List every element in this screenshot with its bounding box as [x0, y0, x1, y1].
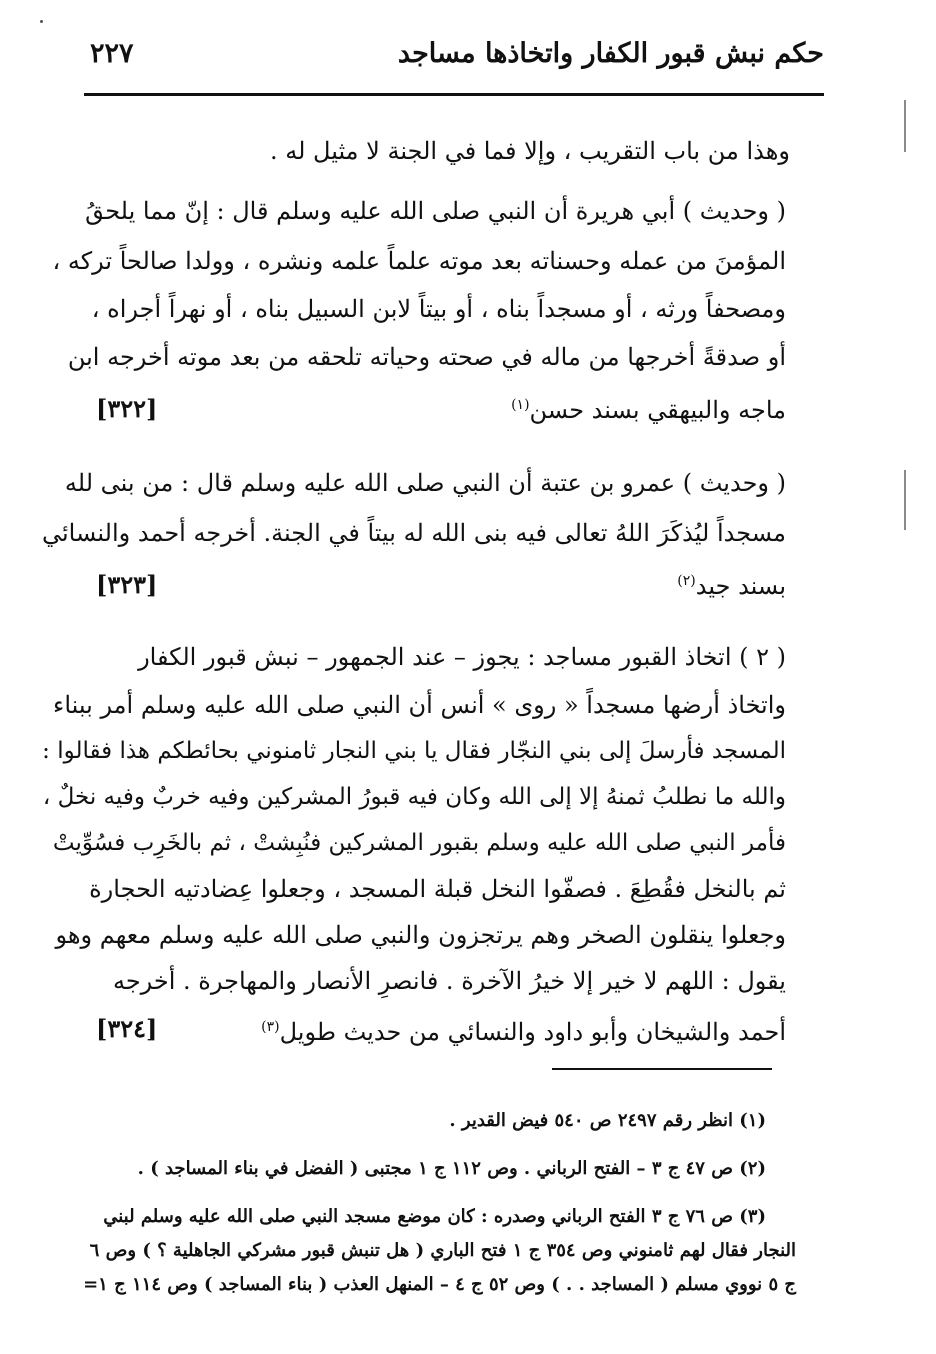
- text-line: وجعلوا ينقلون الصخر وهم يرتجزون والنبي صلى الله عليه وسلم معهم وهو: [55, 921, 786, 949]
- text-line: [677, 566, 786, 601]
- footnote-continuation: ج ٥ نووي مسلم ( المساجد . . ) وص ٥٢ ج ٤ – المنهل العذب ( بناء المساجد ) وص ١١٤ ج ١=: [83, 1274, 796, 1295]
- hadith-number: [٣٢٤]: [96, 1014, 158, 1043]
- text-line: فأمر النبي صلى الله عليه وسلم بقبور المشركين فنُبِشتْ ، ثم بالخَرِب فسُوِّيتْ: [52, 830, 786, 856]
- page-number: ٢٢٧: [90, 38, 134, 69]
- text-line: مسجداً ليُذكَرَ اللهُ تعالى فيه بنى الله له بيتاً في الجنة. أخرجه أحمد والنسائي: [42, 519, 786, 547]
- footnote-mark: (١): [511, 397, 530, 413]
- text-line: ( وحديث ) أبي هريرة أن النبي صلى الله عليه وسلم قال : إنّ مما يلحقُ: [85, 197, 786, 225]
- text-line: المسجد فأرسلَ إلى بني النجّار فقال يا بني النجار ثامنوني بحائطكم هذا فقالوا :: [42, 738, 786, 764]
- text-line: [261, 1012, 786, 1047]
- text-line: ثم بالنخل فقُطِعَ . فصفّوا النخل قبلة المسجد ، وجعلوا عِضادتيه الحجارة: [89, 875, 786, 903]
- scan-edge-mark: [904, 100, 906, 152]
- text-line: أو صدقةً أخرجها من ماله في صحته وحياته تلحقه من بعد موته أخرجه ابن: [67, 343, 786, 371]
- text-line: المؤمنَ من عمله وحسناته بعد موته علماً علمه ونشره ، وولدا صالحاً تركه ،: [52, 247, 786, 275]
- footnote: (٢) ص ٤٧ ج ٣ – الفتح الرباني . وص ١١٢ ج ١ مجتبى ( الفضل في بناء المساجد ) .: [137, 1158, 766, 1179]
- footnote-continuation: النجار فقال لهم ثامنوني وص ٣٥٤ ج ١ فتح الباري ( هل تنبش قبور مشركي الجاهلية ؟ ) وص ٦: [89, 1240, 796, 1261]
- footnote: (١) انظر رقم ٢٤٩٧ ص ٥٤٠ فيض القدير .: [449, 1110, 766, 1131]
- hadith-number: [٣٢٣]: [96, 570, 158, 599]
- text-line: والله ما نطلبُ ثمنهُ إلا إلى الله وكان فيه قبورُ المشركين وفيه خربٌ وفيه نخلٌ ،: [42, 784, 786, 810]
- hadith-number: [٣٢٢]: [96, 394, 158, 423]
- footnote-separator: [552, 1068, 772, 1070]
- text-line: وهذا من باب التقريب ، وإلا فما في الجنة لا مثيل له .: [269, 137, 790, 165]
- text-line: ( ٢ ) اتخاذ القبور مساجد : يجوز – عند الجمهور – نبش قبور الكفار: [138, 643, 786, 671]
- running-header: [84, 34, 824, 90]
- footnote: (٣) ص ٧٦ ج ٣ الفتح الرباني وصدره : كان موضع مسجد النبي صلى الله عليه وسلم لبني: [103, 1206, 766, 1227]
- text-line: [511, 390, 786, 425]
- text-line: واتخاذ أرضها مسجداً « روى » أنس أن النبي صلى الله عليه وسلم أمر ببناء: [53, 691, 786, 719]
- text-line: ومصحفاً ورثه ، أو مسجداً بناه ، أو بيتاً لابن السبيل بناه ، أو نهراً أجراه ،: [91, 295, 786, 323]
- running-title: حكم نبش قبور الكفار واتخاذها مساجد: [397, 38, 824, 69]
- footnote-mark: (٢): [677, 573, 696, 589]
- text-line-content: بسند جيد: [695, 572, 786, 600]
- scan-edge-mark: [904, 470, 906, 530]
- text-line: يقول : اللهم لا خير إلا خيرُ الآخرة . فانصرِ الأنصار والمهاجرة . أخرجه: [112, 967, 786, 995]
- header-rule: [84, 93, 824, 96]
- text-line-content: ماجه والبيهقي بسند حسن: [529, 396, 786, 424]
- text-line: ( وحديث ) عمرو بن عتبة أن النبي صلى الله عليه وسلم قال : من بنى لله: [64, 469, 786, 497]
- footnote-mark: (٣): [261, 1019, 280, 1035]
- text-line-content: أحمد والشيخان وأبو داود والنسائي من حديث طويل: [279, 1018, 786, 1046]
- scan-speck: [40, 20, 43, 23]
